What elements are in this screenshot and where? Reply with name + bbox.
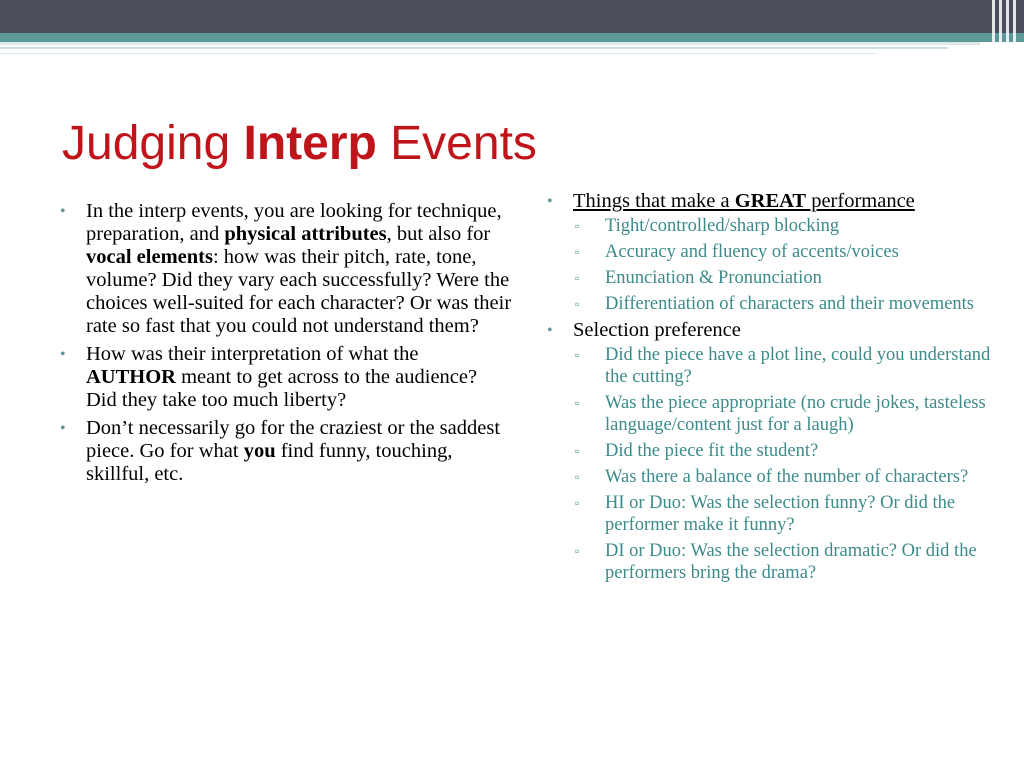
left-bullet-list bbox=[56, 200, 512, 486]
title-part: Judging bbox=[62, 117, 244, 170]
sub-item: ▫ Differentiation of characters and their movements bbox=[573, 293, 993, 315]
bullet-text: meant to get across to the audience? Did they take too much liberty? bbox=[86, 366, 478, 411]
sub-item: ▫ Accuracy and fluency of accents/voices bbox=[573, 241, 993, 263]
sub-item: ▫ Tight/controlled/sharp blocking bbox=[573, 215, 993, 237]
left-column bbox=[56, 200, 512, 491]
sub-item: ▫ Enunciation & Pronunciation bbox=[573, 267, 993, 289]
sub-item: ▫ Was the piece appropriate (no crude jokes, tasteless language/content just for a laugh) bbox=[573, 392, 993, 436]
list-item bbox=[56, 417, 512, 486]
bullet-text: Don’t necessarily go for the craziest or the saddest piece. Go for what bbox=[86, 417, 501, 462]
header-decoration bbox=[950, 45, 990, 67]
bullet-text: How was their interpretation of what the bbox=[86, 343, 419, 365]
header-decoration bbox=[990, 0, 1024, 70]
list-item bbox=[56, 200, 512, 338]
bullet-text: : how was their pitch, rate, tone, volume? Did they vary each successfully? Were the choices well-suited for each character? Or was their rate so fast that you could not understand them? bbox=[86, 246, 512, 337]
header-teal-band bbox=[0, 33, 1024, 42]
right-column bbox=[543, 190, 993, 588]
heading-emphasis: GREAT bbox=[734, 190, 807, 212]
slide-title bbox=[62, 112, 537, 176]
heading-text: Things that make a bbox=[573, 190, 735, 212]
list-item bbox=[56, 343, 512, 412]
section-heading bbox=[573, 190, 915, 212]
selection-subitems bbox=[573, 344, 993, 584]
bullet-emphasis: vocal elements bbox=[86, 246, 213, 268]
title-emphasis: Interp bbox=[243, 117, 377, 170]
header-dark-band bbox=[0, 0, 1024, 33]
bullet-text: , but also for bbox=[386, 223, 491, 245]
heading-text: performance bbox=[806, 190, 915, 212]
title-part: Events bbox=[376, 117, 537, 170]
decorative-bar bbox=[999, 0, 1002, 70]
sub-item: ▫ Was there a balance of the number of characters? bbox=[573, 466, 993, 488]
list-item-great-performance bbox=[543, 190, 993, 315]
bullet-text: find funny, touching, skillful, etc. bbox=[86, 440, 453, 485]
section-heading: Selection preference bbox=[573, 319, 741, 341]
sub-item: ▫ HI or Duo: Was the selection funny? Or did the performer make it funny? bbox=[573, 492, 993, 536]
great-subitems bbox=[573, 215, 993, 315]
header-rule bbox=[0, 47, 948, 49]
decorative-bar bbox=[1013, 0, 1016, 70]
decorative-bar bbox=[1006, 0, 1009, 70]
right-bullet-list bbox=[543, 190, 993, 584]
sub-item: ▫ Did the piece have a plot line, could you understand the cutting? bbox=[573, 344, 993, 388]
header-rule bbox=[0, 53, 875, 54]
sub-item: ▫ DI or Duo: Was the selection dramatic? Or did the performers bring the drama? bbox=[573, 540, 993, 584]
list-item-selection-preference bbox=[543, 319, 993, 584]
bullet-emphasis: you bbox=[243, 440, 276, 462]
sub-item: ▫ Did the piece fit the student? bbox=[573, 440, 993, 462]
decorative-bar bbox=[992, 0, 995, 70]
bullet-emphasis: AUTHOR bbox=[86, 366, 176, 388]
header-rule bbox=[0, 42, 980, 45]
bullet-text: In the interp events, you are looking for technique, preparation, and bbox=[86, 200, 502, 245]
bullet-emphasis: physical attributes bbox=[224, 223, 387, 245]
